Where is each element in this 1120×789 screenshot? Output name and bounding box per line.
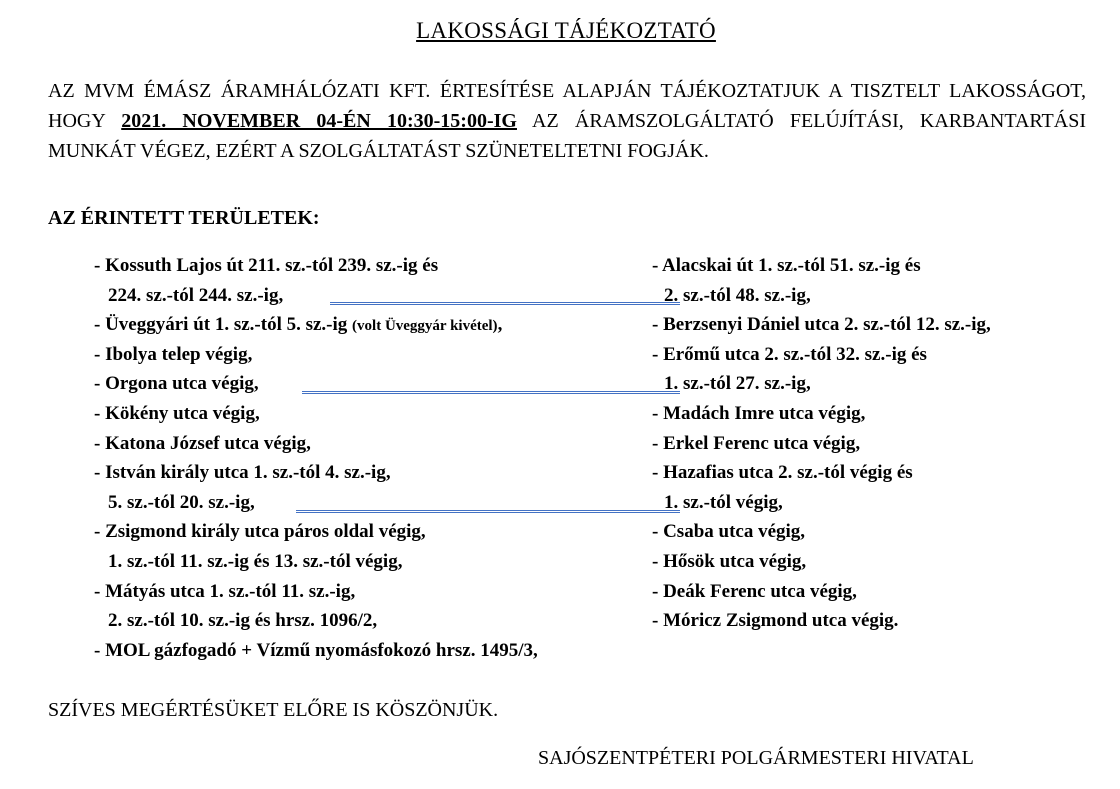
- leader-rule: [296, 510, 680, 513]
- list-item: - Orgona utca végig,: [94, 373, 259, 395]
- list-item: - Berzsenyi Dániel utca 2. sz.-tól 12. sz.-ig,: [652, 314, 991, 336]
- affected-areas-heading: AZ ÉRINTETT TERÜLETEK:: [48, 207, 320, 229]
- list-item: - Ibolya telep végig,: [94, 343, 253, 365]
- list-item: [94, 312, 654, 342]
- list-item-tail: ,: [497, 314, 503, 336]
- leader-rule: [330, 302, 680, 305]
- list-item: - Kökény utca végig,: [94, 402, 260, 424]
- list-item-note: (volt Üveggyár kivétel): [352, 318, 498, 335]
- intro-text-before: AZ MVM ÉMÁSZ ÁRAMHÁLÓZATI KFT. ÉRTESÍTÉSE ALAPJÁN TÁJÉKOZTATJUK A TISZTELT LAKOSSÁGOT, HOGY: [48, 80, 1086, 132]
- left-area-list: [94, 253, 654, 667]
- list-item: - Mátyás utca 1. sz.-tól 11. sz.-ig,: [94, 580, 356, 602]
- list-item-text: - Üveggyári út 1. sz.-tól 5. sz.-ig: [94, 314, 353, 336]
- list-item: - Zsigmond király utca páros oldal végig,: [94, 521, 426, 543]
- page-title: LAKOSSÁGI TÁJÉKOZTATÓ: [416, 18, 716, 43]
- list-item: - Alacskai út 1. sz.-tól 51. sz.-ig és: [652, 255, 921, 276]
- list-item: - Csaba utca végig,: [652, 521, 806, 543]
- list-item: - Katona József utca végig,: [94, 432, 311, 454]
- list-item: 224. sz.-tól 244. sz.-ig,: [108, 284, 284, 306]
- signature: SAJÓSZENTPÉTERI POLGÁRMESTERI HIVATAL: [538, 747, 974, 769]
- list-item: - Deák Ferenc utca végig,: [652, 580, 857, 602]
- list-item: 2. sz.-tól 48. sz.-ig,: [664, 284, 811, 306]
- list-item: 1. sz.-tól 27. sz.-ig,: [664, 373, 811, 395]
- list-item: - Erőmű utca 2. sz.-tól 32. sz.-ig és: [652, 343, 927, 365]
- list-item: 1. sz.-tól végig,: [664, 491, 783, 513]
- list-item: - MOL gázfogadó + Vízmű nyomásfokozó hrsz. 1495/3,: [94, 639, 538, 661]
- list-item: 1. sz.-tól 11. sz.-ig és 13. sz.-tól végig,: [108, 550, 403, 572]
- closing-text: SZÍVES MEGÉRTÉSÜKET ELŐRE IS KÖSZÖNJÜK.: [48, 699, 499, 721]
- list-item: 5. sz.-tól 20. sz.-ig,: [108, 491, 255, 513]
- list-item: - Móricz Zsigmond utca végig.: [652, 610, 899, 632]
- list-item: - Erkel Ferenc utca végig,: [652, 432, 861, 454]
- list-item: - Hősök utca végig,: [652, 550, 807, 572]
- leader-rule: [302, 391, 680, 394]
- list-item: - Hazafias utca 2. sz.-tól végig és: [652, 462, 913, 484]
- right-area-list: [652, 253, 1092, 638]
- intro-paragraph: [48, 76, 1086, 166]
- list-item: - Kossuth Lajos út 211. sz.-tól 239. sz.-ig és: [94, 255, 439, 276]
- list-item: - István király utca 1. sz.-tól 4. sz.-ig,: [94, 462, 391, 484]
- list-item: - Madách Imre utca végig,: [652, 402, 866, 424]
- intro-text-after: AZ ÁRAMSZOLGÁLTATÓ FELÚJÍTÁSI, KARBANTARTÁSI MUNKÁT VÉGEZ, EZÉRT A SZOLGÁLTATÁST SZÜNETELTETNI FOGJÁK.: [48, 110, 1086, 162]
- intro-date-highlight: 2021. NOVEMBER 04-ÉN 10:30-15:00-IG: [121, 110, 517, 132]
- list-item: 2. sz.-tól 10. sz.-ig és hrsz. 1096/2,: [108, 610, 378, 632]
